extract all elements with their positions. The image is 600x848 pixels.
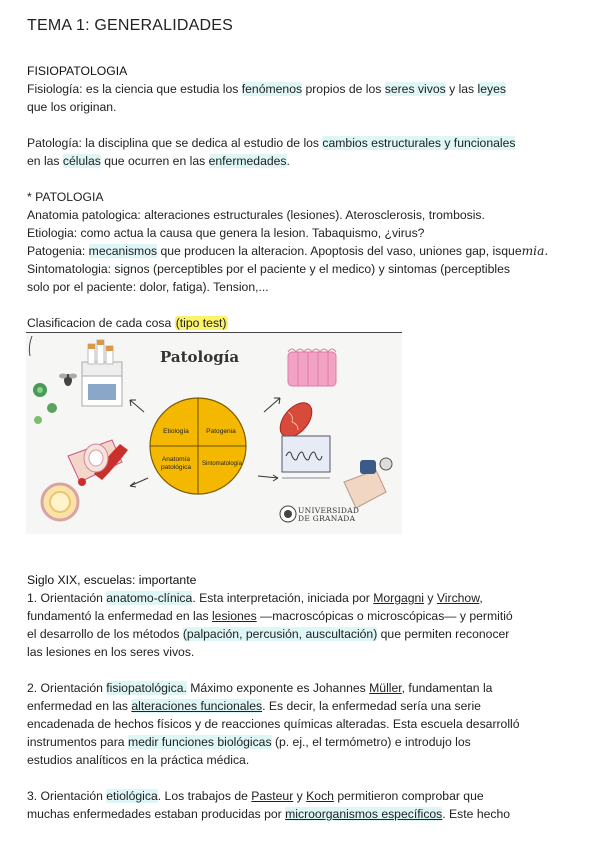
paragraph-line: fundamentó la enfermedad en las lesiones —macroscópicas o microscópicas— y permitió [27,609,513,623]
quadrant-sintomatologia: Sintomatología [201,461,243,467]
paragraph-line: las lesiones en los seres vivos. [27,645,195,659]
patologia-figure [26,332,402,534]
paragraph-line: 1. Orientación anatomo-clínica. Esta interpretación, iniciada por Morgagni y Virchow, [27,591,483,605]
paragraph-line: 3. Orientación etiológica. Los trabajos de Pasteur y Koch permitieron comprobar que [27,789,484,803]
quadrant-patogenia: Patogenia [206,428,236,435]
paragraph-line: enfermedad en las alteraciones funcionales. Es decir, la enfermedad sería una serie [27,699,481,713]
paragraph-line: muchas enfermedades estaban producidas por microorganismos específicos. Este hecho [27,807,511,821]
epithelial-cells-icon [288,349,336,386]
quadrant-etiologia: Etiología [163,428,189,435]
pathology-circle [150,398,246,494]
quadrant-anatomia-patologica: Anatomía patológica [160,456,192,471]
section-heading-patologia: * PATOLOGIA [27,190,104,204]
fly-icon [59,374,77,387]
section-heading-siglo-xix: Siglo XIX, escuelas: importante [27,573,197,587]
paragraph-line: Fisiología: es la ciencia que estudia los fenómenos propios de los seres vivos y las leyes [27,82,506,96]
virus-icon [33,383,57,424]
paragraph-line: Etiologia: como actua la causa que genera la lesion. Tabaquismo, ¿virus? [27,226,425,240]
paragraph-line: el desarrollo de los métodos (palpación, percusión, auscultación) que permiten reconocer [27,627,510,641]
paragraph-line: Patología: la disciplina que se dedica al estudio de los cambios estructurales y funcionales [27,136,516,150]
artery-section-icon [42,478,86,520]
monitor-wave-icon [282,436,330,478]
paragraph-line: encadenada de hechos físicos y de reacciones químicas alteradas. Esta escuela desarrolló [27,717,520,731]
page-title: TEMA 1: GENERALIDADES [27,17,234,34]
paragraph-line: Anatomia patologica: alteraciones estructurales (lesiones). Aterosclerosis, trombosis. [27,208,485,222]
paragraph-line: en las células que ocurren en las enfermedades. [27,154,290,168]
ugr-seal-icon [280,506,296,522]
cigarette-pack-icon [82,340,122,406]
blood-pressure-cuff-icon [344,458,392,508]
paragraph-line: estudios analíticos en la práctica médica. [27,753,250,767]
paragraph-line: 2. Orientación fisiopatológica. Máximo exponente es Johannes Müller, fundamentan la [27,681,493,695]
paragraph-line: que los originan. [27,100,117,114]
paragraph-line: Patogenia: mecanismos que producen la alteracion. Apoptosis del vaso, uniones gap, isquemia. [27,244,549,258]
paragraph-line: Sintomatologia: signos (perceptibles por el paciente y el medico) y sintomas (perceptibles [27,262,511,276]
figure-title: Patología [160,348,240,366]
ugr-logo-text: UNIVERSIDAD DE GRANADA [298,506,360,523]
section-heading-fisiopatologia: FISIOPATOLOGIA [27,64,128,78]
paragraph-line: instrumentos para medir funciones biológicas (p. ej., el termómetro) e introdujo los [27,735,471,749]
paragraph-line: solo por el paciente: dolor, fatiga). Tension,... [27,280,269,294]
figure-caption: Clasificacion de cada cosa (tipo test) [27,316,227,330]
blood-vessel-icon [68,440,128,482]
